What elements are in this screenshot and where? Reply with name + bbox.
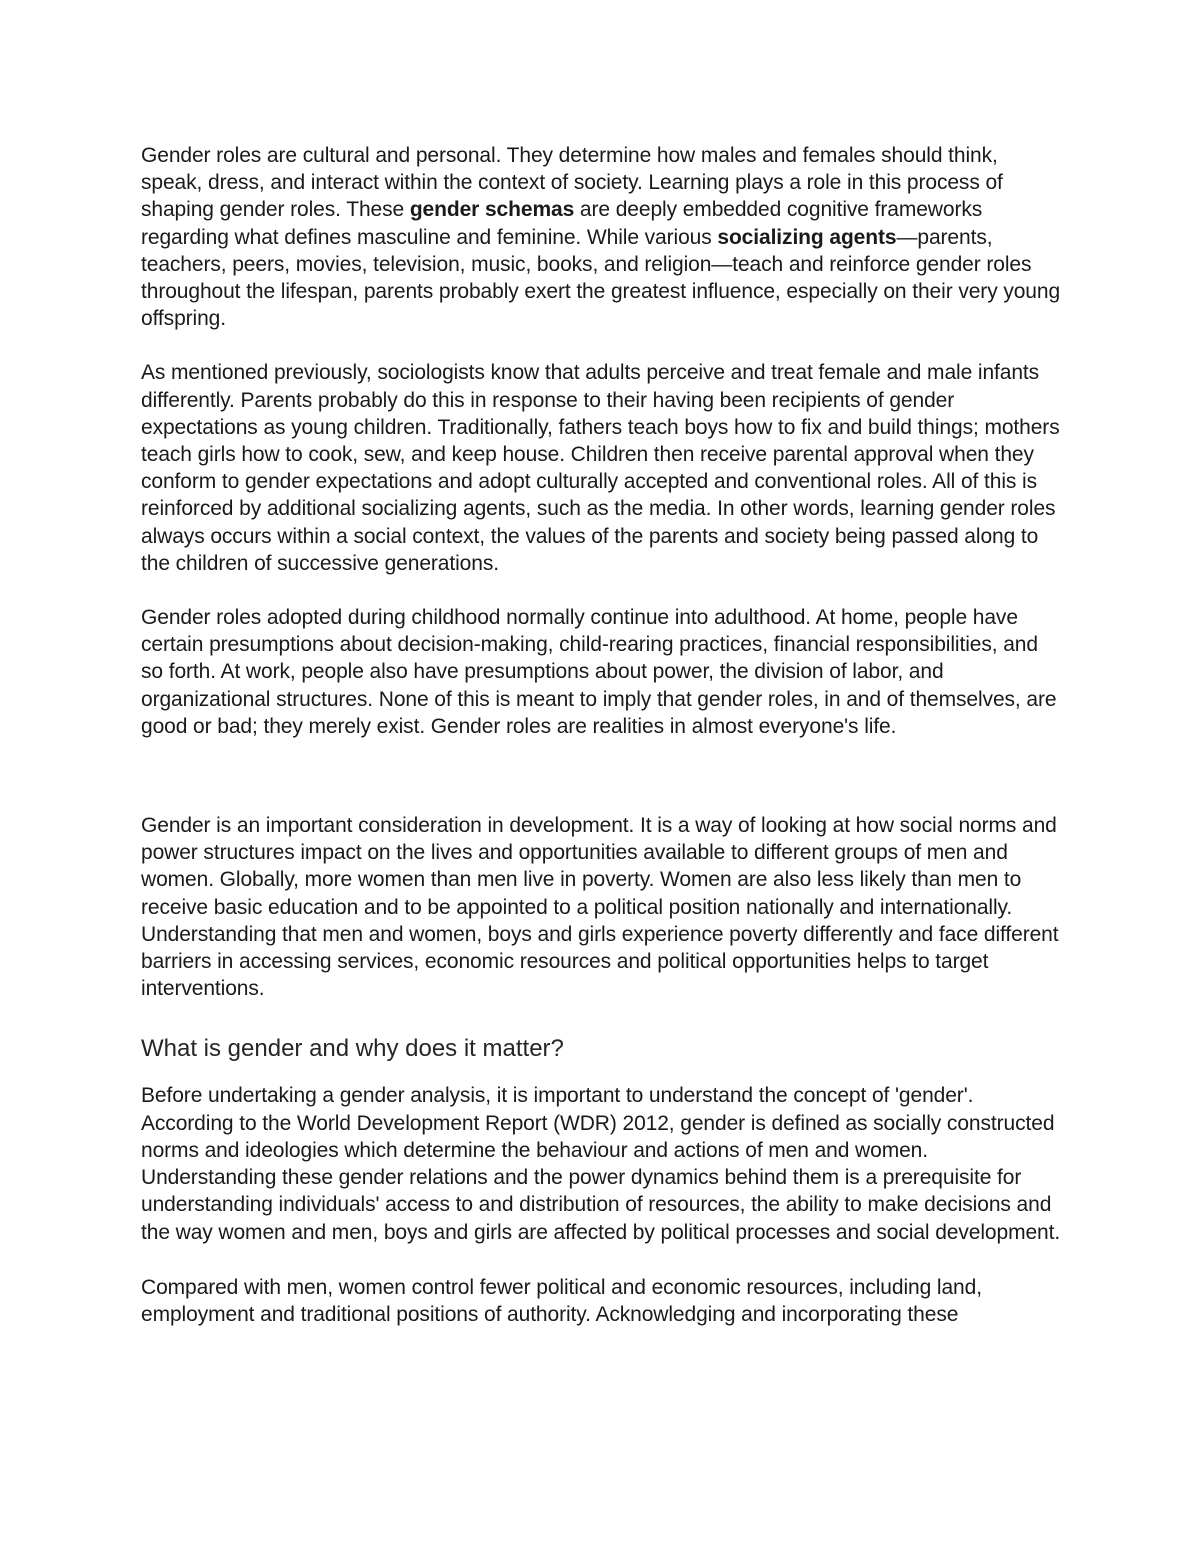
paragraph-text: —parents, teachers, peers, movies, television, music, books, and religion—teach and reinforce gender roles throughout the lifespan, parents probably exert the greatest influence, especially on their very young offspring. xyxy=(141,225,1061,331)
paragraph-text: are deeply embedded cognitive frameworks regarding what defines masculine and feminine. While various xyxy=(141,198,983,249)
section-heading: What is gender and why does it matter? xyxy=(141,1035,564,1063)
term-socializing-agents: socializing agents xyxy=(717,225,897,249)
paragraph-text: Gender roles are cultural and personal. They determine how males and females should think, speak, dress, and interact within the context of society. Learning plays a role in this process of shaping gender roles. These xyxy=(141,144,1003,222)
paragraph-gender-roles xyxy=(141,142,1061,332)
paragraph-resources-control: Compared with men, women control fewer political and economic resources, including land, employment and traditional positions of authority. Acknowledging and incorporating these xyxy=(141,1275,982,1326)
paragraph-parents-treatment: As mentioned previously, sociologists know that adults perceive and treat female and male infants differently. Parents probably do this in response to their having been recipients of gender expectations as young children. Traditionally, fathers teach boys how to fix and build things; mothers teach girls how to cook, sew, and keep house. Children then receive parental approval when they conform to gender expectations and adopt culturally accepted and conventional roles. All of this is reinforced by additional socializing agents, such as the media. In other words, learning gender roles always occurs within a social context, the values of the parents and society being passed along to the children of successive generations. xyxy=(141,361,1060,575)
paragraph-adulthood-roles: Gender roles adopted during childhood normally continue into adulthood. At home, people have certain presumptions about decision-making, child-rearing practices, financial responsibilities, and so forth. At work, people also have presumptions about power, the division of labor, and organizational structures. None of this is meant to imply that gender roles, in and of themselves, are good or bad; they merely exist. Gender roles are realities in almost everyone's life. xyxy=(141,606,1057,738)
paragraph-gender-development: Gender is an important consideration in development. It is a way of looking at how social norms and power structures impact on the lives and opportunities available to different groups of men and women. Globally, more women than men live in poverty. Women are also less likely than men to receive basic education and to be appointed to a political position nationally and internationally. Understanding that men and women, boys and girls experience poverty differently and face different barriers in accessing services, economic resources and political opportunities helps to target interventions. xyxy=(141,814,1059,1001)
term-gender-schemas: gender schemas xyxy=(409,198,575,222)
document-page xyxy=(141,142,1061,1328)
paragraph-gender-analysis: Before undertaking a gender analysis, it is important to understand the concept of 'gender'. According to the World Development Report (WDR) 2012, gender is defined as socially constructed norms and ideologies which determine the behaviour and actions of men and women. Understanding these gender relations and the power dynamics behind them is a prerequisite for understanding individuals' access to and distribution of resources, the ability to make decisions and the way women and men, boys and girls are affected by political processes and social development. xyxy=(141,1084,1061,1244)
